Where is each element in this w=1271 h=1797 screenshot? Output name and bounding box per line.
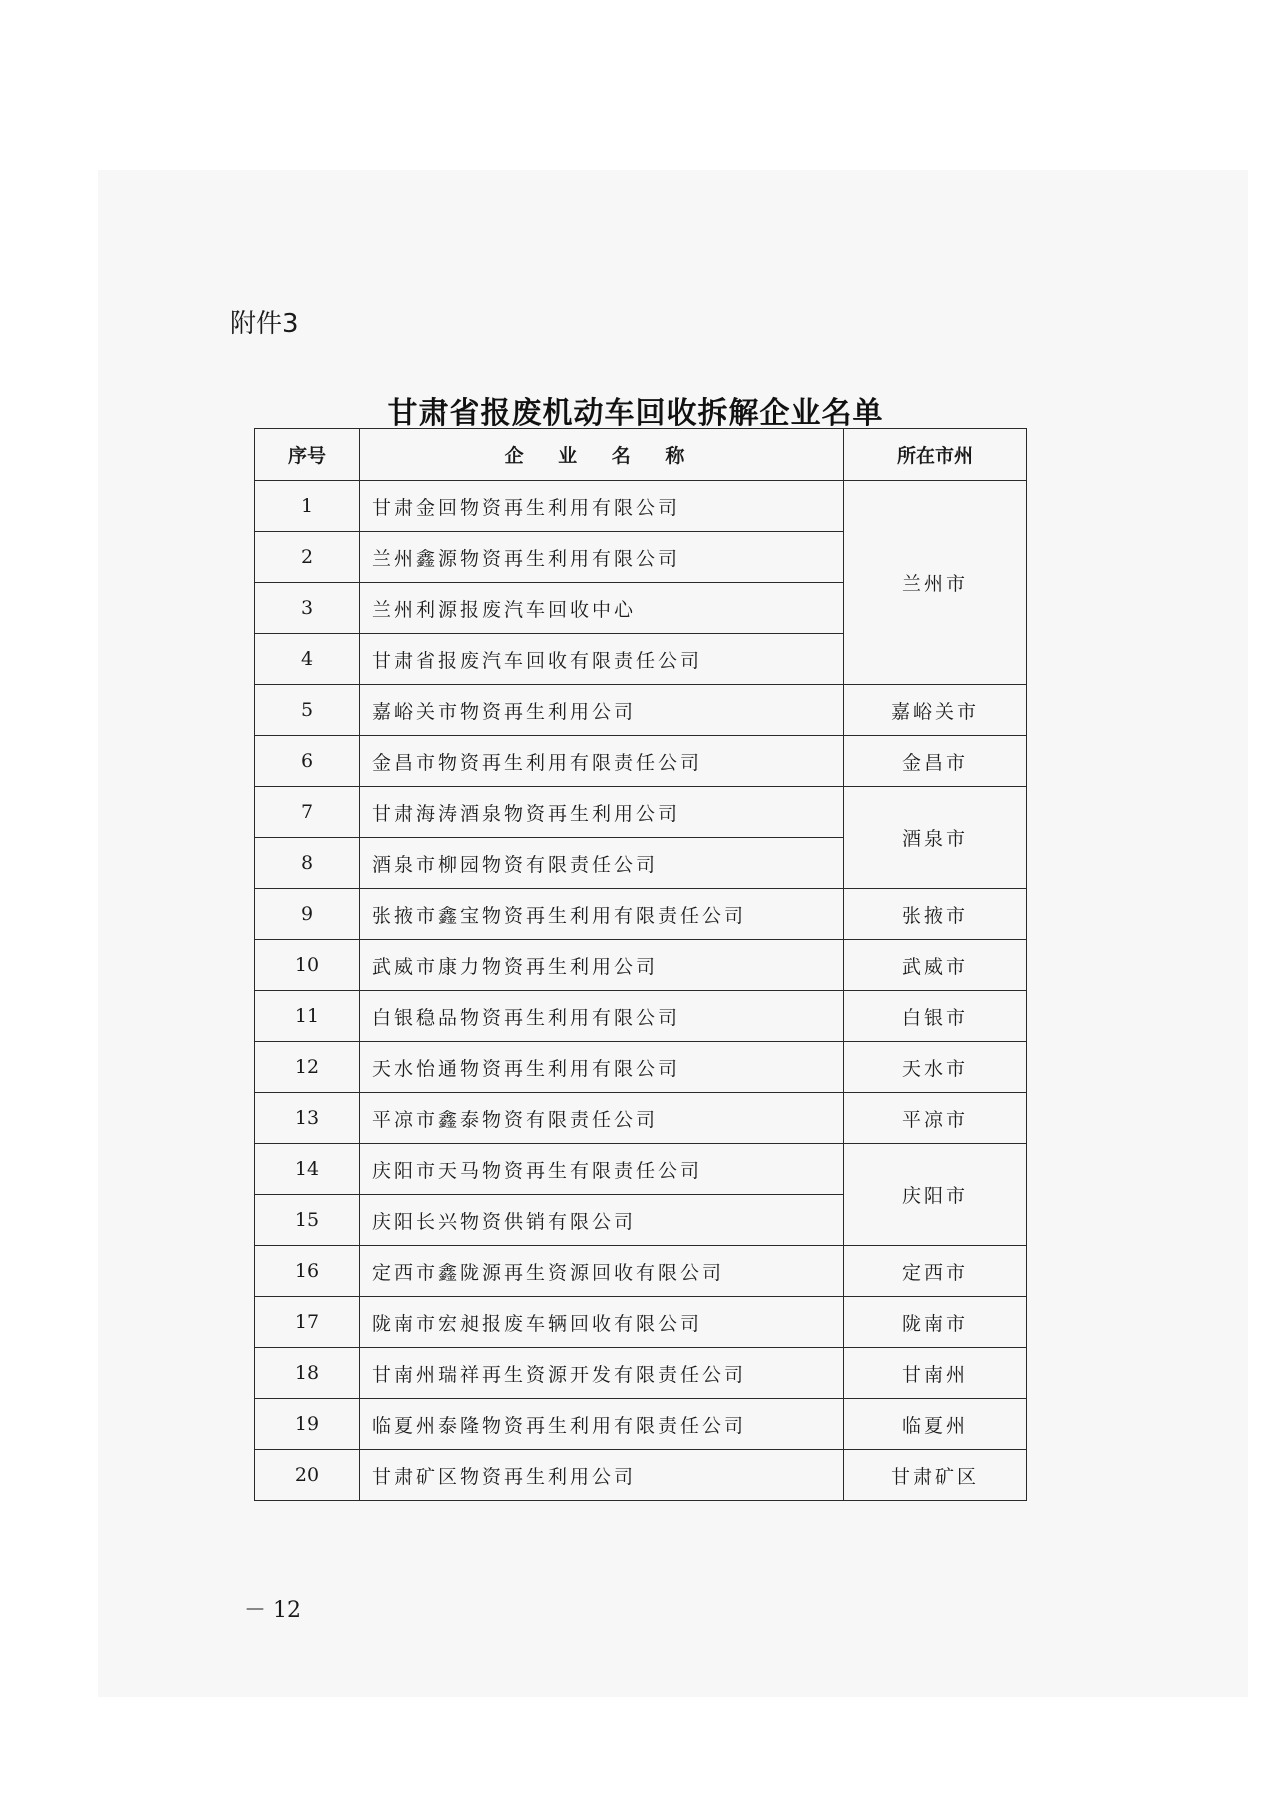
company-name: 甘南州瑞祥再生资源开发有限责任公司 bbox=[360, 1348, 844, 1399]
city-cell: 平凉市 bbox=[844, 1093, 1027, 1144]
row-no: 17 bbox=[255, 1297, 360, 1348]
company-name: 兰州鑫源物资再生利用有限公司 bbox=[360, 532, 844, 583]
table-row bbox=[255, 1093, 1027, 1144]
table-row bbox=[255, 736, 1027, 787]
row-no: 16 bbox=[255, 1246, 360, 1297]
city-cell: 天水市 bbox=[844, 1042, 1027, 1093]
company-name: 天水怡通物资再生利用有限公司 bbox=[360, 1042, 844, 1093]
city-cell: 白银市 bbox=[844, 991, 1027, 1042]
attachment-label: 附件3 bbox=[230, 309, 299, 339]
city-cell: 酒泉市 bbox=[844, 787, 1027, 889]
header-city: 所在市州 bbox=[844, 429, 1027, 481]
row-no: 13 bbox=[255, 1093, 360, 1144]
company-name: 平凉市鑫泰物资有限责任公司 bbox=[360, 1093, 844, 1144]
row-no: 11 bbox=[255, 991, 360, 1042]
company-name: 酒泉市柳园物资有限责任公司 bbox=[360, 838, 844, 889]
company-name: 临夏州泰隆物资再生利用有限责任公司 bbox=[360, 1399, 844, 1450]
city-cell: 庆阳市 bbox=[844, 1144, 1027, 1246]
row-no: 15 bbox=[255, 1195, 360, 1246]
table-row bbox=[255, 1450, 1027, 1501]
page-number: － 12 bbox=[244, 1598, 301, 1623]
table-row bbox=[255, 1042, 1027, 1093]
company-name: 甘肃海涛酒泉物资再生利用公司 bbox=[360, 787, 844, 838]
row-no: 10 bbox=[255, 940, 360, 991]
row-no: 1 bbox=[255, 481, 360, 532]
row-no: 19 bbox=[255, 1399, 360, 1450]
row-no: 4 bbox=[255, 634, 360, 685]
table-row bbox=[255, 1297, 1027, 1348]
city-cell: 嘉峪关市 bbox=[844, 685, 1027, 736]
table-row bbox=[255, 1399, 1027, 1450]
row-no: 5 bbox=[255, 685, 360, 736]
city-cell: 张掖市 bbox=[844, 889, 1027, 940]
table-row bbox=[255, 481, 1027, 532]
table-row bbox=[255, 787, 1027, 838]
company-name: 陇南市宏昶报废车辆回收有限公司 bbox=[360, 1297, 844, 1348]
company-name: 庆阳长兴物资供销有限公司 bbox=[360, 1195, 844, 1246]
table-row bbox=[255, 685, 1027, 736]
row-no: 14 bbox=[255, 1144, 360, 1195]
row-no: 18 bbox=[255, 1348, 360, 1399]
row-no: 3 bbox=[255, 583, 360, 634]
city-cell: 兰州市 bbox=[844, 481, 1027, 685]
row-no: 9 bbox=[255, 889, 360, 940]
company-name: 定西市鑫陇源再生资源回收有限公司 bbox=[360, 1246, 844, 1297]
table-row bbox=[255, 1348, 1027, 1399]
company-list-table bbox=[254, 428, 1027, 1501]
table-header-row bbox=[255, 429, 1027, 481]
row-no: 7 bbox=[255, 787, 360, 838]
company-name: 甘肃省报废汽车回收有限责任公司 bbox=[360, 634, 844, 685]
company-name: 甘肃矿区物资再生利用公司 bbox=[360, 1450, 844, 1501]
company-name: 白银稳品物资再生利用有限公司 bbox=[360, 991, 844, 1042]
row-no: 12 bbox=[255, 1042, 360, 1093]
header-company-name: 企 业 名 称 bbox=[360, 429, 844, 481]
city-cell: 金昌市 bbox=[844, 736, 1027, 787]
header-no: 序号 bbox=[255, 429, 360, 481]
city-cell: 定西市 bbox=[844, 1246, 1027, 1297]
table-row bbox=[255, 1144, 1027, 1195]
city-cell: 陇南市 bbox=[844, 1297, 1027, 1348]
company-name: 张掖市鑫宝物资再生利用有限责任公司 bbox=[360, 889, 844, 940]
city-cell: 临夏州 bbox=[844, 1399, 1027, 1450]
company-name: 金昌市物资再生利用有限责任公司 bbox=[360, 736, 844, 787]
table-row bbox=[255, 940, 1027, 991]
row-no: 6 bbox=[255, 736, 360, 787]
row-no: 20 bbox=[255, 1450, 360, 1501]
table-row bbox=[255, 889, 1027, 940]
table-row bbox=[255, 1246, 1027, 1297]
company-name: 嘉峪关市物资再生利用公司 bbox=[360, 685, 844, 736]
city-cell: 甘南州 bbox=[844, 1348, 1027, 1399]
row-no: 2 bbox=[255, 532, 360, 583]
company-name: 武威市康力物资再生利用公司 bbox=[360, 940, 844, 991]
row-no: 8 bbox=[255, 838, 360, 889]
city-cell: 甘肃矿区 bbox=[844, 1450, 1027, 1501]
city-cell: 武威市 bbox=[844, 940, 1027, 991]
table-row bbox=[255, 991, 1027, 1042]
company-name: 兰州利源报废汽车回收中心 bbox=[360, 583, 844, 634]
document-title: 甘肃省报废机动车回收拆解企业名单 bbox=[387, 396, 884, 431]
company-name: 庆阳市天马物资再生有限责任公司 bbox=[360, 1144, 844, 1195]
company-name: 甘肃金回物资再生利用有限公司 bbox=[360, 481, 844, 532]
